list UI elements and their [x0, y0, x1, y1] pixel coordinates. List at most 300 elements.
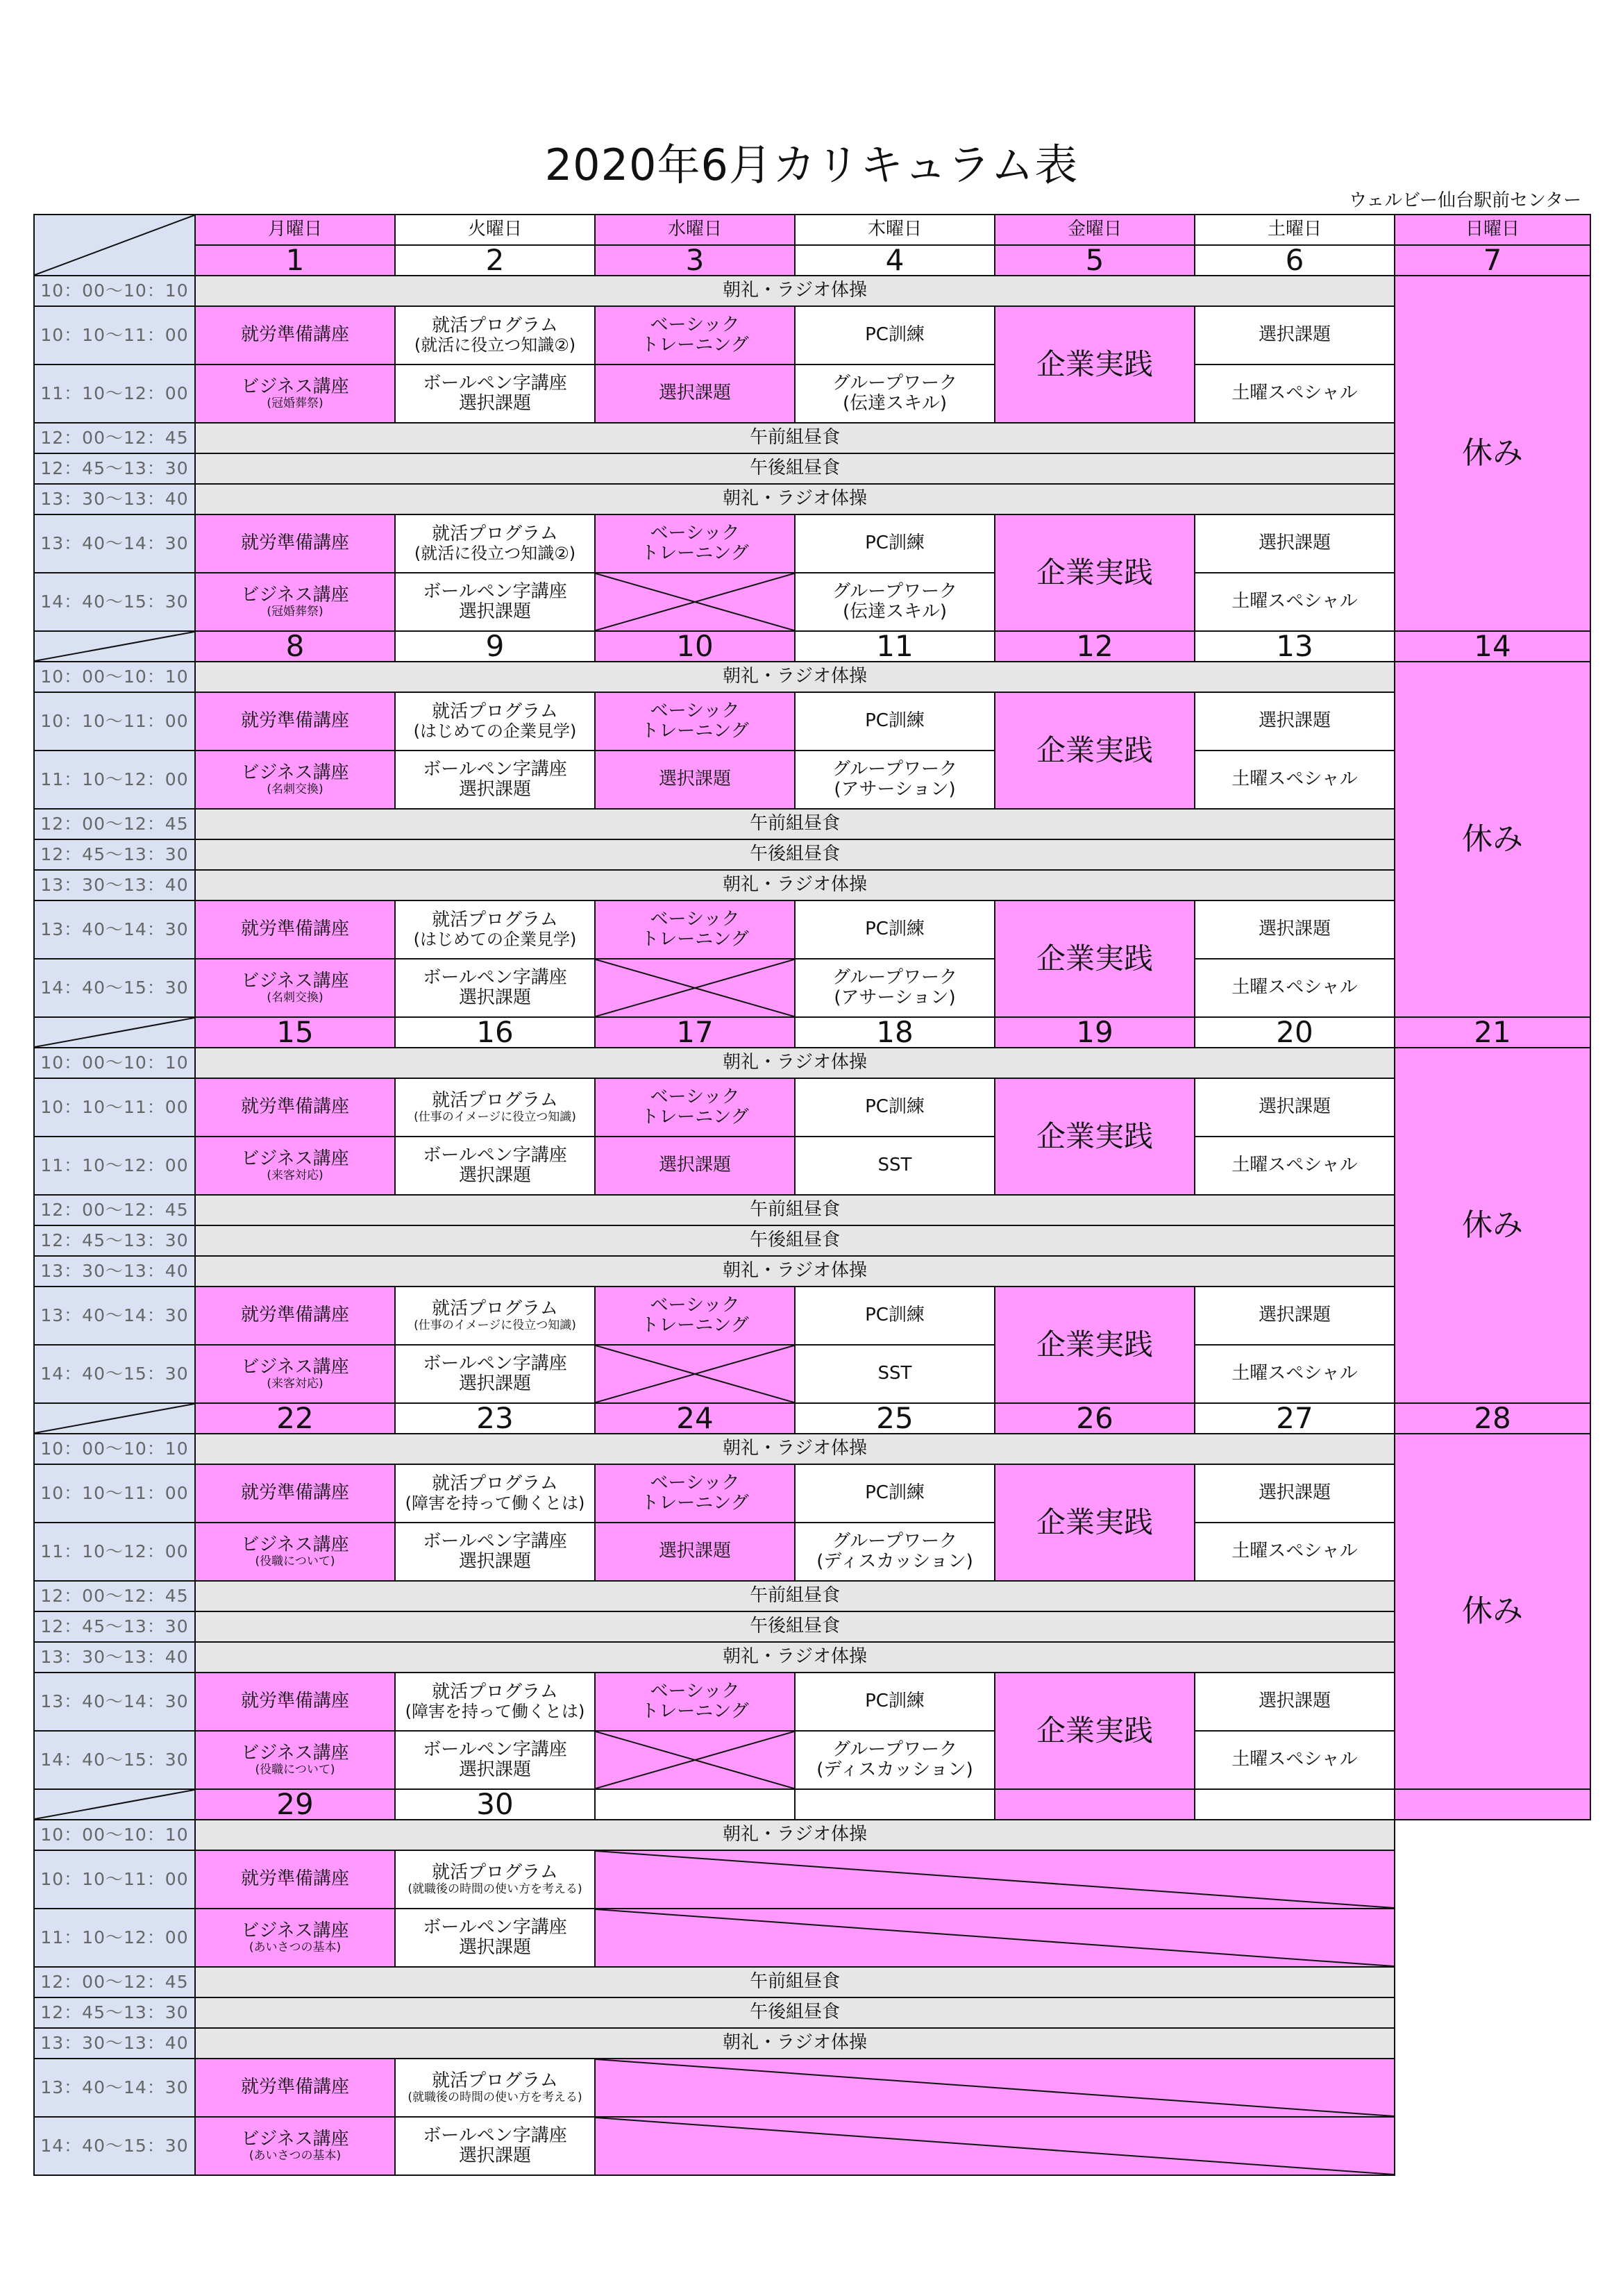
activity-sub: (伝達スキル): [842, 393, 948, 414]
time-slot: [33, 483, 196, 515]
thursday-slot: [794, 1286, 995, 1346]
activity-label: 就労準備講座: [240, 324, 349, 346]
time-slot: [33, 1464, 196, 1523]
activity-label: 土曜スペシャル: [1231, 769, 1358, 790]
date-label: 11: [876, 630, 914, 662]
date-number: [794, 1016, 995, 1048]
date-number: [1394, 1788, 1591, 1820]
band-row: [194, 1194, 1395, 1226]
tuesday-slot: [394, 364, 596, 424]
time-slot: [33, 1850, 196, 1909]
monday-slot: [194, 305, 396, 365]
date-label: 17: [676, 1016, 714, 1048]
monday-slot: [194, 1464, 396, 1523]
corner-cell: [33, 1402, 196, 1434]
friday-slot: [994, 1286, 1195, 1404]
time-label: 12：45～13：30: [40, 1616, 189, 1636]
time-slot: [33, 1641, 196, 1673]
time-slot: [33, 275, 196, 307]
activity-sub: (あいさつの基本): [249, 2149, 342, 2163]
saturday-slot: [1194, 305, 1395, 365]
activity-label: SST: [877, 1155, 912, 1176]
time-slot: [33, 514, 196, 573]
band-row: [194, 839, 1395, 871]
activity-label: トレーニング: [641, 721, 749, 741]
band-label: 朝礼・ラジオ体操: [722, 1052, 867, 1073]
time-label: 10：10～11：00: [40, 711, 189, 731]
date-label: 22: [276, 1402, 314, 1434]
band-label: 朝礼・ラジオ体操: [722, 666, 867, 687]
corner-cell: [33, 630, 196, 662]
activity-label: 土曜スペシャル: [1231, 1363, 1358, 1384]
date-number: [594, 244, 796, 276]
activity-label: グループワーク: [832, 758, 957, 780]
band-label: 朝礼・ラジオ体操: [722, 1438, 867, 1459]
wednesday-slot: [594, 1464, 796, 1523]
activity-label: 就活プログラム: [432, 1473, 558, 1494]
date-number: [594, 630, 796, 662]
activity-label: 就活プログラム: [432, 701, 558, 722]
band-row: [194, 1225, 1395, 1257]
activity-sub: (ディスカッション): [816, 1759, 973, 1780]
date-number: [394, 1016, 596, 1048]
date-label: 7: [1483, 244, 1502, 276]
activity-label: 選択課題: [458, 2145, 531, 2166]
thursday-slot: [794, 1136, 995, 1196]
tuesday-slot: [394, 1672, 596, 1732]
band-label: 午後組昼食: [749, 1616, 840, 1637]
time-slot: [33, 1255, 196, 1287]
activity-label: グループワーク: [832, 966, 957, 988]
diagonal-line: [596, 1732, 794, 1788]
diagonal-line: [596, 960, 794, 1016]
thursday-slot: [794, 900, 995, 960]
time-label: 14：40～15：30: [40, 1364, 189, 1384]
activity-label: 選択課題: [658, 1155, 731, 1176]
time-label: 12：45～13：30: [40, 844, 189, 864]
band-row: [194, 1611, 1395, 1643]
date-number: [194, 630, 396, 662]
activity-label: グループワーク: [832, 372, 957, 394]
date-number: [1194, 244, 1395, 276]
date-label: 16: [476, 1016, 514, 1048]
activity-sub: (あいさつの基本): [249, 1941, 342, 1955]
sunday-rest: [1394, 1047, 1591, 1404]
tuesday-slot: [394, 750, 596, 810]
date-number: [394, 630, 596, 662]
activity-label: PC訓練: [865, 1691, 925, 1712]
activity-label: 企業実践: [1036, 1713, 1153, 1748]
tuesday-slot: [394, 305, 596, 365]
thursday-slot: [794, 514, 995, 573]
date-number: [594, 1016, 796, 1048]
activity-label: 選択課題: [458, 1759, 531, 1780]
diagonal-line: [35, 1790, 194, 1819]
friday-slot: [994, 900, 1195, 1018]
monday-slot: [194, 2058, 396, 2118]
activity-label: ボールペン字講座: [423, 372, 567, 394]
time-label: 11：10～12：00: [40, 1541, 189, 1561]
date-label: 25: [876, 1402, 914, 1434]
day-name: 水曜日: [667, 219, 722, 240]
day-name: 月曜日: [267, 219, 322, 240]
corner-cell: [33, 214, 196, 276]
sunday-rest: [1394, 661, 1591, 1018]
date-label: 21: [1474, 1016, 1511, 1048]
time-slot: [33, 1194, 196, 1226]
date-number: [994, 244, 1195, 276]
date-number: [794, 630, 995, 662]
time-label: 11：10～12：00: [40, 1927, 189, 1947]
time-slot: [33, 869, 196, 901]
time-label: 10：00～10：10: [40, 1053, 189, 1073]
time-slot: [33, 422, 196, 454]
date-label: 3: [685, 244, 705, 276]
friday-slot: [994, 692, 1195, 810]
day-name: 土曜日: [1267, 219, 1322, 240]
tuesday-slot: [394, 1730, 596, 1790]
date-number: [994, 1402, 1195, 1434]
thursday-slot: [794, 572, 995, 632]
activity-label: 選択課題: [458, 1937, 531, 1958]
time-slot: [33, 750, 196, 810]
activity-label: 選択課題: [458, 1551, 531, 1572]
friday-slot: [994, 1464, 1195, 1582]
activity-label: 選択課題: [458, 987, 531, 1008]
activity-label: 土曜スペシャル: [1231, 977, 1358, 998]
monday-slot: [194, 750, 396, 810]
activity-label: PC訓練: [865, 1305, 925, 1326]
monday-slot: [194, 900, 396, 960]
activity-label: 就労準備講座: [240, 710, 349, 732]
activity-label: 土曜スペシャル: [1231, 1749, 1358, 1770]
activity-label: 選択課題: [1258, 1482, 1331, 1504]
date-label: 24: [676, 1402, 714, 1434]
time-slot: [33, 364, 196, 424]
activity-label: ボールペン字講座: [423, 2125, 567, 2146]
activity-sub: (就職後の時間の使い方を考える): [407, 1882, 582, 1897]
date-label: 26: [1076, 1402, 1113, 1434]
activity-sub: (アサーション): [834, 987, 956, 1008]
time-label: 13：40～14：30: [40, 919, 189, 939]
activity-label: 選択課題: [1258, 1305, 1331, 1326]
tuesday-slot: [394, 1344, 596, 1404]
diagonal-line: [596, 2118, 1394, 2175]
saturday-slot: [1194, 1522, 1395, 1582]
band-row: [194, 1641, 1395, 1673]
tuesday-slot: [394, 1136, 596, 1196]
tuesday-slot: [394, 1908, 596, 1968]
thursday-slot: [794, 958, 995, 1018]
activity-label: 就活プログラム: [432, 910, 558, 930]
organization-name: ウェルビー仙台駅前センター: [1349, 190, 1581, 211]
wednesday-slot: [594, 1672, 796, 1732]
band-row: [194, 1997, 1395, 2029]
saturday-slot: [1194, 1464, 1395, 1523]
date-label: 20: [1276, 1016, 1313, 1048]
activity-sub: (就活に役立つ知識②): [414, 544, 576, 564]
day-name: 日曜日: [1465, 219, 1520, 240]
time-slot: [33, 1819, 196, 1851]
activity-label: 企業実践: [1036, 1327, 1153, 1362]
tuesday-slot: [394, 2116, 596, 2176]
thursday-slot: [794, 1672, 995, 1732]
activity-label: トレーニング: [641, 335, 749, 355]
day-header: [194, 214, 396, 246]
day-header: [994, 214, 1195, 246]
tuesday-slot: [394, 2058, 596, 2118]
activity-sub: (冠婚葬祭): [267, 605, 323, 619]
wednesday-slot: [594, 958, 796, 1018]
activity-label: ボールペン字講座: [423, 580, 567, 602]
band-row: [194, 869, 1395, 901]
activity-label: グループワーク: [832, 1738, 957, 1760]
thursday-slot: [794, 692, 995, 751]
activity-label: 選択課題: [1258, 1096, 1331, 1118]
time-label: 13：40～14：30: [40, 2077, 189, 2097]
activity-label: ビジネス講座: [241, 1148, 349, 1169]
activity-label: ベーシック: [650, 1086, 740, 1107]
monday-slot: [194, 958, 396, 1018]
activity-label: 就労準備講座: [240, 919, 349, 940]
time-slot: [33, 1225, 196, 1257]
date-label: 13: [1276, 630, 1313, 662]
wednesday-slot: [594, 692, 796, 751]
time-slot: [33, 572, 196, 632]
band-row: [194, 483, 1395, 515]
activity-label: 就活プログラム: [432, 523, 558, 544]
saturday-slot: [1194, 1672, 1395, 1732]
activity-label: 企業実践: [1036, 347, 1153, 382]
saturday-slot: [1194, 1286, 1395, 1346]
saturday-slot: [1194, 750, 1395, 810]
saturday-slot: [1194, 572, 1395, 632]
time-label: 10：00～10：10: [40, 667, 189, 687]
band-row: [194, 453, 1395, 485]
date-label: 19: [1076, 1016, 1113, 1048]
activity-label: PC訓練: [865, 533, 925, 554]
band-label: 朝礼・ラジオ体操: [722, 1646, 867, 1668]
empty-slot: [594, 1908, 1395, 1968]
time-slot: [33, 1730, 196, 1790]
activity-label: 選択課題: [458, 779, 531, 800]
time-slot: [33, 1136, 196, 1196]
thursday-slot: [794, 1464, 995, 1523]
date-number: [194, 244, 396, 276]
monday-slot: [194, 514, 396, 573]
band-label: 午後組昼食: [749, 1230, 840, 1251]
activity-sub: (冠婚葬祭): [267, 396, 323, 411]
activity-sub: (仕事のイメージに役立つ知識): [414, 1110, 576, 1125]
saturday-slot: [1194, 1730, 1395, 1790]
activity-label: ベーシック: [650, 700, 740, 721]
day-name: 木曜日: [867, 219, 922, 240]
activity-sub: (来客対応): [267, 1377, 323, 1391]
thursday-slot: [794, 1078, 995, 1137]
activity-label: トレーニング: [641, 1701, 749, 1722]
time-slot: [33, 1997, 196, 2029]
time-label: 11：10～12：00: [40, 769, 189, 789]
time-slot: [33, 1286, 196, 1346]
day-header: [594, 214, 796, 246]
date-number: [1194, 1788, 1395, 1820]
date-number: [1394, 244, 1591, 276]
activity-sub: (ディスカッション): [816, 1551, 973, 1572]
diagonal-line: [596, 2059, 1394, 2116]
wednesday-slot: [594, 1344, 796, 1404]
activity-label: ベーシック: [650, 522, 740, 544]
time-slot: [33, 1522, 196, 1582]
diagonal-line: [596, 573, 794, 630]
date-label: 1: [285, 244, 305, 276]
tuesday-slot: [394, 1078, 596, 1137]
date-label: 28: [1474, 1402, 1511, 1434]
date-number: [994, 1016, 1195, 1048]
date-label: 9: [485, 630, 505, 662]
tuesday-slot: [394, 514, 596, 573]
time-label: 10：10～11：00: [40, 1097, 189, 1117]
day-name: 火曜日: [467, 219, 522, 240]
activity-label: 就活プログラム: [432, 315, 558, 336]
activity-label: 選択課題: [458, 393, 531, 414]
time-label: 14：40～15：30: [40, 2136, 189, 2156]
activity-label: 選択課題: [1258, 1691, 1331, 1712]
time-label: 12：00～12：45: [40, 1200, 189, 1220]
date-number: [1194, 1016, 1395, 1048]
time-label: 13：30～13：40: [40, 1261, 189, 1281]
day-header: [394, 214, 596, 246]
wednesday-slot: [594, 364, 796, 424]
activity-label: 就活プログラム: [432, 1298, 558, 1319]
diagonal-line: [35, 1404, 194, 1433]
time-label: 14：40～15：30: [40, 592, 189, 612]
band-label: 朝礼・ラジオ体操: [722, 1824, 867, 1845]
time-label: 12：45～13：30: [40, 458, 189, 478]
date-label: 30: [476, 1788, 514, 1820]
activity-label: ビジネス講座: [241, 376, 349, 397]
activity-label: ビジネス講座: [241, 1742, 349, 1763]
empty-slot: [594, 2116, 1395, 2176]
corner-cell: [33, 1788, 196, 1820]
activity-label: ビジネス講座: [241, 1534, 349, 1555]
date-number: [1394, 1016, 1591, 1048]
band-label: 午前組昼食: [749, 1199, 840, 1221]
activity-label: ベーシック: [650, 908, 740, 930]
diagonal-line: [596, 1909, 1394, 1966]
activity-label: 選択課題: [1258, 919, 1331, 940]
wednesday-slot: [594, 1078, 796, 1137]
activity-label: 選択課題: [1258, 533, 1331, 554]
time-slot: [33, 2058, 196, 2118]
activity-label: トレーニング: [641, 1493, 749, 1514]
date-number: [1194, 1402, 1395, 1434]
date-number: [794, 244, 995, 276]
activity-sub: (名刺交換): [267, 782, 323, 797]
band-row: [194, 1580, 1395, 1612]
band-row: [194, 1966, 1395, 1998]
wednesday-slot: [594, 1136, 796, 1196]
activity-label: ベーシック: [650, 1472, 740, 1493]
band-label: 朝礼・ラジオ体操: [722, 280, 867, 301]
time-label: 13：40～14：30: [40, 1305, 189, 1325]
thursday-slot: [794, 305, 995, 365]
curriculum-table: [33, 214, 1590, 2165]
time-slot: [33, 900, 196, 960]
date-label: 29: [276, 1788, 314, 1820]
activity-sub: (名刺交換): [267, 991, 323, 1005]
time-slot: [33, 1433, 196, 1465]
date-label: 6: [1285, 244, 1304, 276]
activity-label: 企業実践: [1036, 1119, 1153, 1154]
time-label: 13：30～13：40: [40, 875, 189, 895]
monday-slot: [194, 2116, 396, 2176]
activity-label: ボールペン字講座: [423, 758, 567, 780]
friday-slot: [994, 1078, 1195, 1196]
diagonal-line: [35, 215, 194, 275]
date-number: [794, 1788, 995, 1820]
activity-label: ベーシック: [650, 314, 740, 335]
time-label: 10：00～10：10: [40, 1439, 189, 1459]
day-header: [1194, 214, 1395, 246]
band-row: [194, 422, 1395, 454]
activity-label: ビジネス講座: [241, 762, 349, 783]
empty-slot: [594, 1850, 1395, 1909]
monday-slot: [194, 1522, 396, 1582]
diagonal-line: [596, 1346, 794, 1402]
date-number: [1394, 630, 1591, 662]
activity-label: 就労準備講座: [240, 533, 349, 554]
time-label: 13：30～13：40: [40, 1647, 189, 1667]
activity-label: 就労準備講座: [240, 1482, 349, 1504]
wednesday-slot: [594, 1286, 796, 1346]
activity-label: トレーニング: [641, 1107, 749, 1128]
tuesday-slot: [394, 900, 596, 960]
activity-label: 土曜スペシャル: [1231, 1155, 1358, 1176]
time-slot: [33, 305, 196, 365]
date-number: [194, 1402, 396, 1434]
tuesday-slot: [394, 1464, 596, 1523]
friday-slot: [994, 514, 1195, 632]
time-slot: [33, 2027, 196, 2059]
activity-label: PC訓練: [865, 710, 925, 732]
time-label: 12：45～13：30: [40, 1230, 189, 1250]
time-label: 12：00～12：45: [40, 1586, 189, 1606]
monday-slot: [194, 572, 396, 632]
activity-label: 就活プログラム: [432, 2070, 558, 2091]
monday-slot: [194, 1908, 396, 1968]
activity-label: PC訓練: [865, 1482, 925, 1504]
activity-label: 選択課題: [458, 601, 531, 622]
band-label: 午後組昼食: [749, 844, 840, 865]
time-label: 13：30～13：40: [40, 489, 189, 509]
activity-label: 就労準備講座: [240, 1691, 349, 1712]
tuesday-slot: [394, 1850, 596, 1909]
monday-slot: [194, 692, 396, 751]
activity-label: 就労準備講座: [240, 2077, 349, 2098]
saturday-slot: [1194, 514, 1395, 573]
time-slot: [33, 958, 196, 1018]
activity-label: 企業実践: [1036, 1505, 1153, 1540]
activity-label: 選択課題: [1258, 324, 1331, 346]
activity-label: 選択課題: [658, 1541, 731, 1562]
date-label: 8: [285, 630, 305, 662]
monday-slot: [194, 1286, 396, 1346]
time-label: 11：10～12：00: [40, 383, 189, 403]
activity-label: 企業実践: [1036, 941, 1153, 976]
time-slot: [33, 1672, 196, 1732]
activity-label: トレーニング: [641, 543, 749, 564]
time-label: 10：10～11：00: [40, 1869, 189, 1889]
